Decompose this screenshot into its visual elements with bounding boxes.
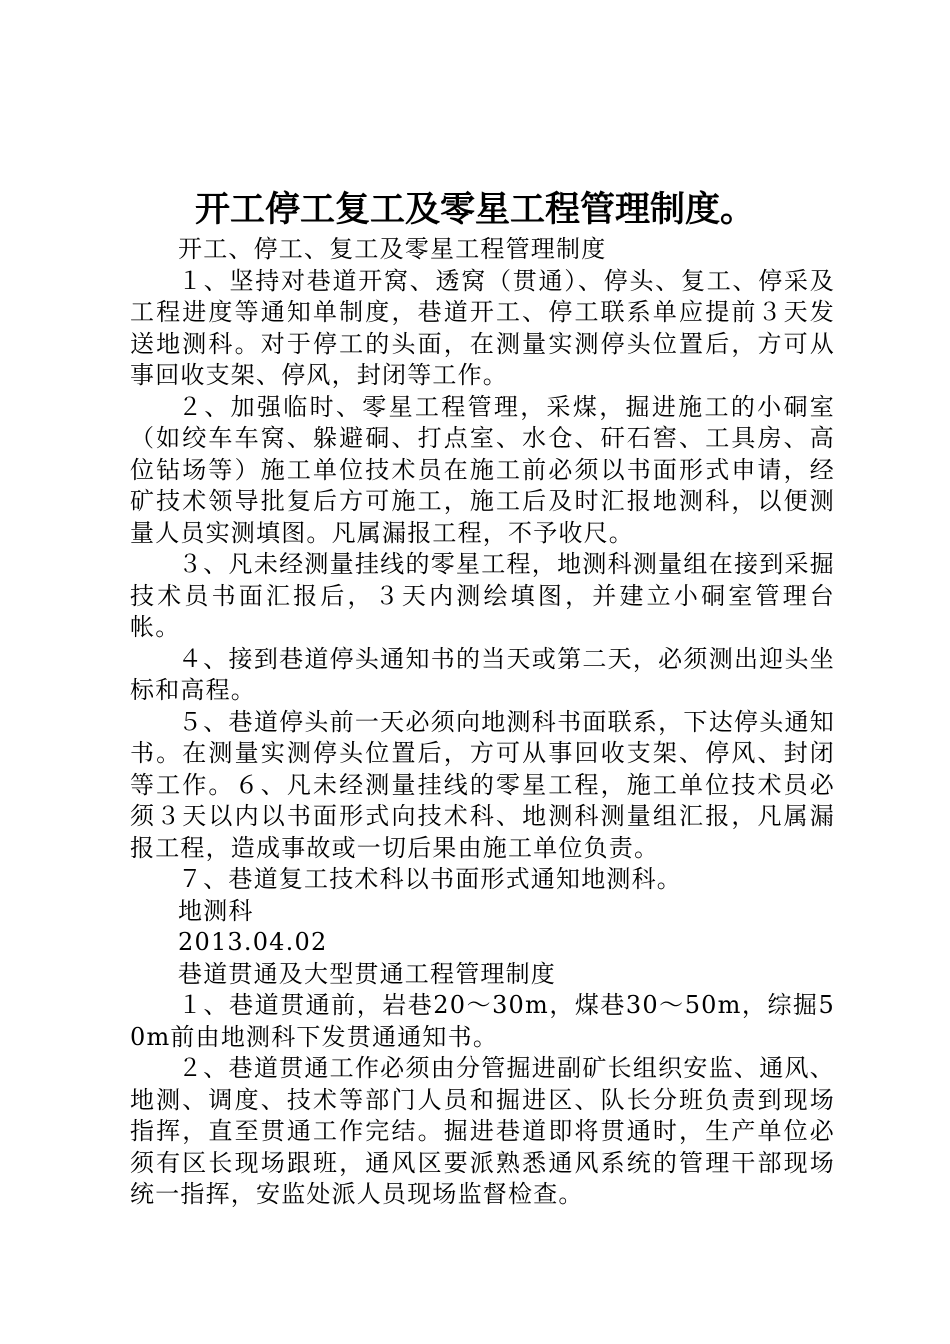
- signature-department: 地测科: [178, 896, 254, 925]
- paragraph-item-2: ２、加强临时、零星工程管理，采煤，掘进施工的小硐室（如绞车车窝、躲避硐、打点室、水仓、矸石窖、工具房、高位钻场等）施工单位技术员在施工前必须以书面形式申请，经矿技术领导批复后方可施工，施工后及时汇报地测科，以便测量人员实测填图。凡属漏报工程，不予收尺。: [130, 392, 835, 547]
- paragraph-item-4: ４、接到巷道停头通知书的当天或第二天，必须测出迎头坐标和高程。: [130, 644, 835, 704]
- paragraph-item-1: １、坚持对巷道开窝、透窝（贯通）、停头、复工、停采及工程进度等通知单制度，巷道开工、停工联系单应提前３天发送地测科。对于停工的头面，在测量实测停头位置后，方可从事回收支架、停风，封闭等工作。: [130, 266, 835, 389]
- signature-date: 2013.04.02: [178, 928, 328, 956]
- paragraph-guantong-2: ２、巷道贯通工作必须由分管掘进副矿长组织安监、通风、地测、调度、技术等部门人员和掘进区、队长分班负责到现场指挥，直至贯通工作完结。掘进巷道即将贯通时，生产单位必须有区长现场跟班，通风区要派熟悉通风系统的管理干部现场统一指挥，安监处派人员现场监督检查。: [130, 1054, 835, 1208]
- document-title: 开工停工复工及零星工程管理制度。: [194, 189, 755, 230]
- document-body: [130, 234, 835, 1211]
- paragraph-item-3: ３、凡未经测量挂线的零星工程，地测科测量组在接到采掘技术员书面汇报后，３天内测绘填图，并建立小硐室管理台帐。: [130, 550, 835, 641]
- paragraph-guantong-1: １、巷道贯通前，岩巷20～30m，煤巷30～50m，综掘50m前由地测科下发贯通通知书。: [130, 991, 835, 1051]
- paragraph-item-5-6: ５、巷道停头前一天必须向地测科书面联系，下达停头通知书。在测量实测停头位置后，方可从事回收支架、停风、封闭等工作。６、凡未经测量挂线的零星工程，施工单位技术员必须３天以内以书面形式向技术科、地测科测量组汇报，凡属漏报工程，造成事故或一切后果由施工单位负责。: [130, 707, 835, 862]
- paragraph-item-7: ７、巷道复工技术科以书面形式通知地测科。: [178, 865, 682, 893]
- section-heading-guantong: 巷道贯通及大型贯通工程管理制度: [178, 959, 556, 988]
- section-heading-kaigong: 开工、停工、复工及零星工程管理制度: [178, 235, 607, 263]
